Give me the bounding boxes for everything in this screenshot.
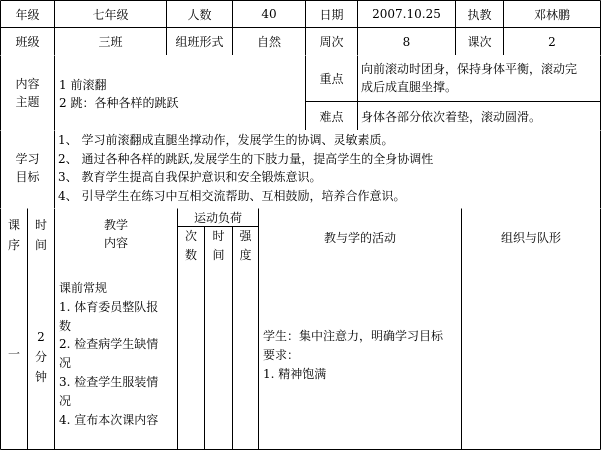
content-line: 2. 检查病学生缺情	[59, 337, 159, 352]
goal-item: 1、 学习前滚翻成直腿坐撑动作，发展学生的协调、灵敏素质。	[58, 133, 394, 147]
activity-line: 要求：	[263, 347, 300, 362]
difficulty-label: 难点	[319, 109, 344, 124]
topic-label	[1, 75, 54, 111]
grade-label-cell: 年级	[15, 7, 40, 22]
row-content	[59, 279, 176, 429]
col-load-time-bottom: 间	[212, 248, 225, 262]
col-time-header	[28, 215, 54, 255]
topic-label-line2: 主题	[15, 95, 40, 109]
count-label-cell: 人数	[187, 7, 212, 22]
topic-label-line1: 内容	[15, 77, 40, 91]
count-value-cell: 40	[261, 7, 277, 21]
topic-items	[59, 76, 178, 112]
col-load-intensity-bottom: 度	[239, 248, 252, 262]
col-time-top: 时	[34, 218, 47, 232]
col-order-top: 课	[7, 218, 20, 232]
week-value-cell: 8	[402, 34, 411, 49]
goal-item: 4、 引导学生在练习中互相交流帮助、互相鼓励，培养合作意识。	[58, 188, 406, 203]
activity-line: 1. 精神饱满	[263, 366, 327, 381]
col-load-time-top: 时	[212, 229, 225, 243]
content-line: 况	[59, 393, 72, 408]
teacher-value-cell: 邓林鹏	[533, 7, 570, 22]
key-text	[361, 60, 599, 96]
grade-value-cell: 七年级	[92, 7, 129, 22]
goals-list	[58, 131, 433, 205]
col-order-header	[1, 215, 27, 255]
topic-item: 2 跳：各种各样的跳跃	[59, 96, 179, 110]
content-line: 课前常规	[59, 281, 108, 295]
col-load-count	[178, 227, 204, 265]
teacher-label-cell: 执教	[467, 7, 492, 22]
col-load-header: 运动负荷	[193, 211, 242, 225]
goals-block	[0, 130, 601, 208]
col-load-intensity-top: 强	[239, 229, 252, 243]
column-header-block	[0, 208, 601, 265]
goals-label-line2: 目标	[15, 170, 40, 184]
row-time-line1: 2	[37, 330, 45, 344]
grouping-value-cell: 自然	[256, 35, 281, 49]
header-grid	[0, 0, 601, 56]
col-load-time	[205, 227, 232, 265]
goals-label-line1: 学习	[15, 152, 40, 166]
goal-item: 3、 教育学生提高自我保护意识和安全锻炼意识。	[58, 170, 322, 184]
col-content-bottom: 内容	[103, 236, 128, 250]
row-order: 一	[7, 347, 20, 361]
col-order-bottom: 序	[7, 238, 20, 252]
content-line: 数	[59, 318, 72, 333]
topic-block	[0, 55, 601, 130]
row-time-line2: 分	[34, 350, 47, 364]
row-time-line3: 钟	[34, 370, 47, 384]
lesson-value-cell: 2	[548, 34, 556, 49]
row-activity	[263, 327, 459, 383]
date-label-cell: 日期	[319, 7, 344, 22]
class-label-cell: 班级	[15, 35, 40, 49]
lesson-row-1	[0, 265, 601, 450]
row-time	[28, 327, 54, 387]
difficulty-text: 身体各部分依次着垫，滚动圆滑。	[361, 109, 542, 124]
goal-item: 2、 通过各种各样的跳跃,发展学生的下肢力量，提高学生的全身协调性	[58, 151, 434, 166]
content-line: 况	[59, 356, 72, 371]
key-label: 重点	[319, 72, 344, 86]
topic-item: 1 前滚翻	[59, 78, 107, 92]
goals-label	[1, 150, 54, 186]
content-line: 3. 检查学生服装情	[59, 374, 159, 389]
col-organization-header: 组织与队形	[500, 230, 561, 245]
grouping-label-cell: 组班形式	[175, 35, 224, 49]
key-text-line1: 向前滚动时团身，保持身体平衡，滚动完	[361, 62, 578, 76]
col-content-header	[55, 216, 177, 252]
lesson-label-cell: 课次	[467, 35, 492, 49]
col-load-intensity	[233, 227, 258, 265]
col-load-count-top: 次	[184, 229, 197, 243]
class-value-cell: 三班	[98, 35, 123, 49]
col-load-count-bottom: 数	[184, 248, 197, 262]
week-label-cell: 周次	[319, 35, 344, 49]
col-activity-header: 教与学的活动	[323, 230, 396, 245]
content-line: 1. 体育委员整队报	[59, 299, 159, 314]
col-content-top: 教学	[103, 218, 128, 232]
date-value-cell: 2007.10.25	[372, 7, 441, 21]
col-time-bottom: 间	[34, 238, 47, 252]
key-text-line2: 成后成直腿坐撑。	[361, 80, 458, 94]
activity-line: 学生：集中注意力，明确学习目标	[263, 329, 444, 343]
content-line: 4. 宣布本次课内容	[59, 412, 159, 427]
